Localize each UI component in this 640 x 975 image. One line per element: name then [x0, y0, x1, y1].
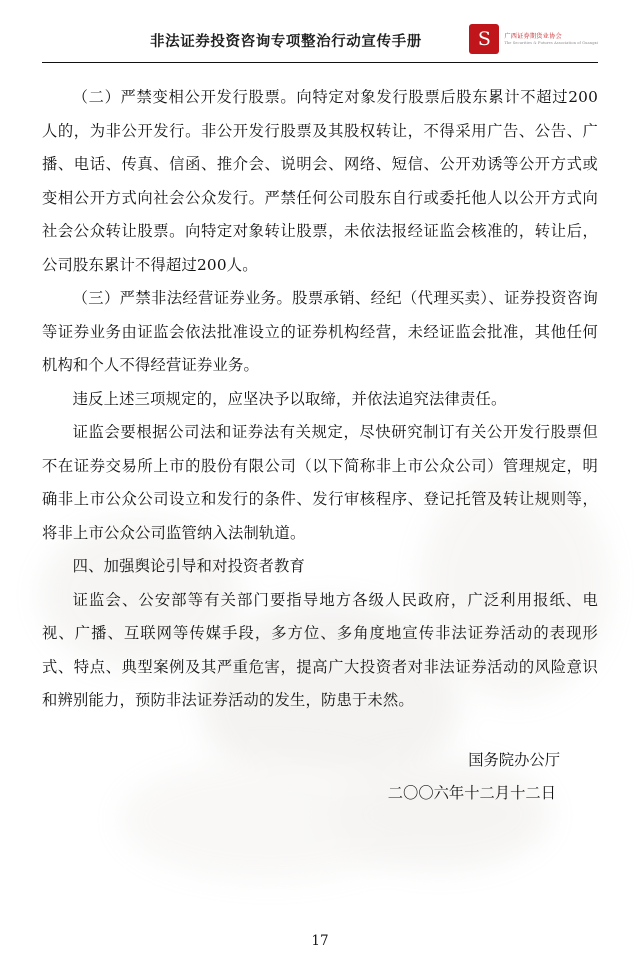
paragraph: 违反上述三项规定的，应坚决予以取缔，并依法追究法律责任。: [72, 389, 507, 408]
signature-issuer: 国务院办公厅: [468, 750, 560, 769]
document-body: [42, 63, 598, 718]
logo-text-cn: 广西证券期货业协会: [504, 33, 562, 41]
header-title: 非法证券投资咨询专项整治行动宣传手册: [150, 33, 422, 50]
paragraph: 证监会要根据公司法和证券法有关规定，尽快研究制订有关公开发行股票但不在证券交易所上市的股份有限公司（以下简称非上市公众公司）管理规定，明确非上市公众公司设立和发行的条件、发行审核程序、登记托管及转让规则等，将非上市公众公司监管纳入法制轨道。: [42, 423, 598, 542]
logo-mark-icon: [469, 24, 499, 54]
paragraph: 证监会、公安部等有关部门要指导地方各级人民政府，广泛利用报纸、电视、广播、互联网等传媒手段，多方位、多角度地宣传非法证券活动的表现形式、特点、典型案例及其严重危害，提高广大投资者对非法证券活动的风险意识和辨别能力，预防非法证券活动的发生，防患于未然。: [42, 590, 598, 710]
signature-block: [42, 744, 598, 811]
association-logo: [469, 24, 598, 56]
section-heading: 四、加强舆论引导和对投资者教育: [72, 557, 306, 576]
logo-glyph: S: [477, 28, 491, 50]
paragraph: （三）严禁非法经营证券业务。股票承销、经纪（代理买卖）、证券投资咨询等证券业务由证监会依法批准设立的证券机构经营，未经证监会批准，其他任何机构和个人不得经营证券业务。: [42, 289, 598, 375]
paragraph: （二）严禁变相公开发行股票。向特定对象发行股票后股东累计不超过200人的，为非公开发行。非公开发行股票及其股权转让，不得采用广告、公告、广播、电话、传真、信函、推介会、说明会、网络、短信、公开劝诱等公开方式或变相公开方式向社会公众发行。严禁任何公司股东自行或委托他人以公开方式向社会公众转让股票。向特定对象转让股票，未依法报经证监会核准的，转让后，公司股东累计不得超过200人。: [42, 88, 598, 274]
logo-text: [504, 33, 598, 44]
logo-text-en: The Securities & Futures Association of Guangxi: [504, 40, 598, 45]
signature-date: 二〇〇六年十二月十二日: [387, 784, 556, 803]
page-number: 17: [311, 933, 329, 949]
page-header: [42, 0, 598, 62]
